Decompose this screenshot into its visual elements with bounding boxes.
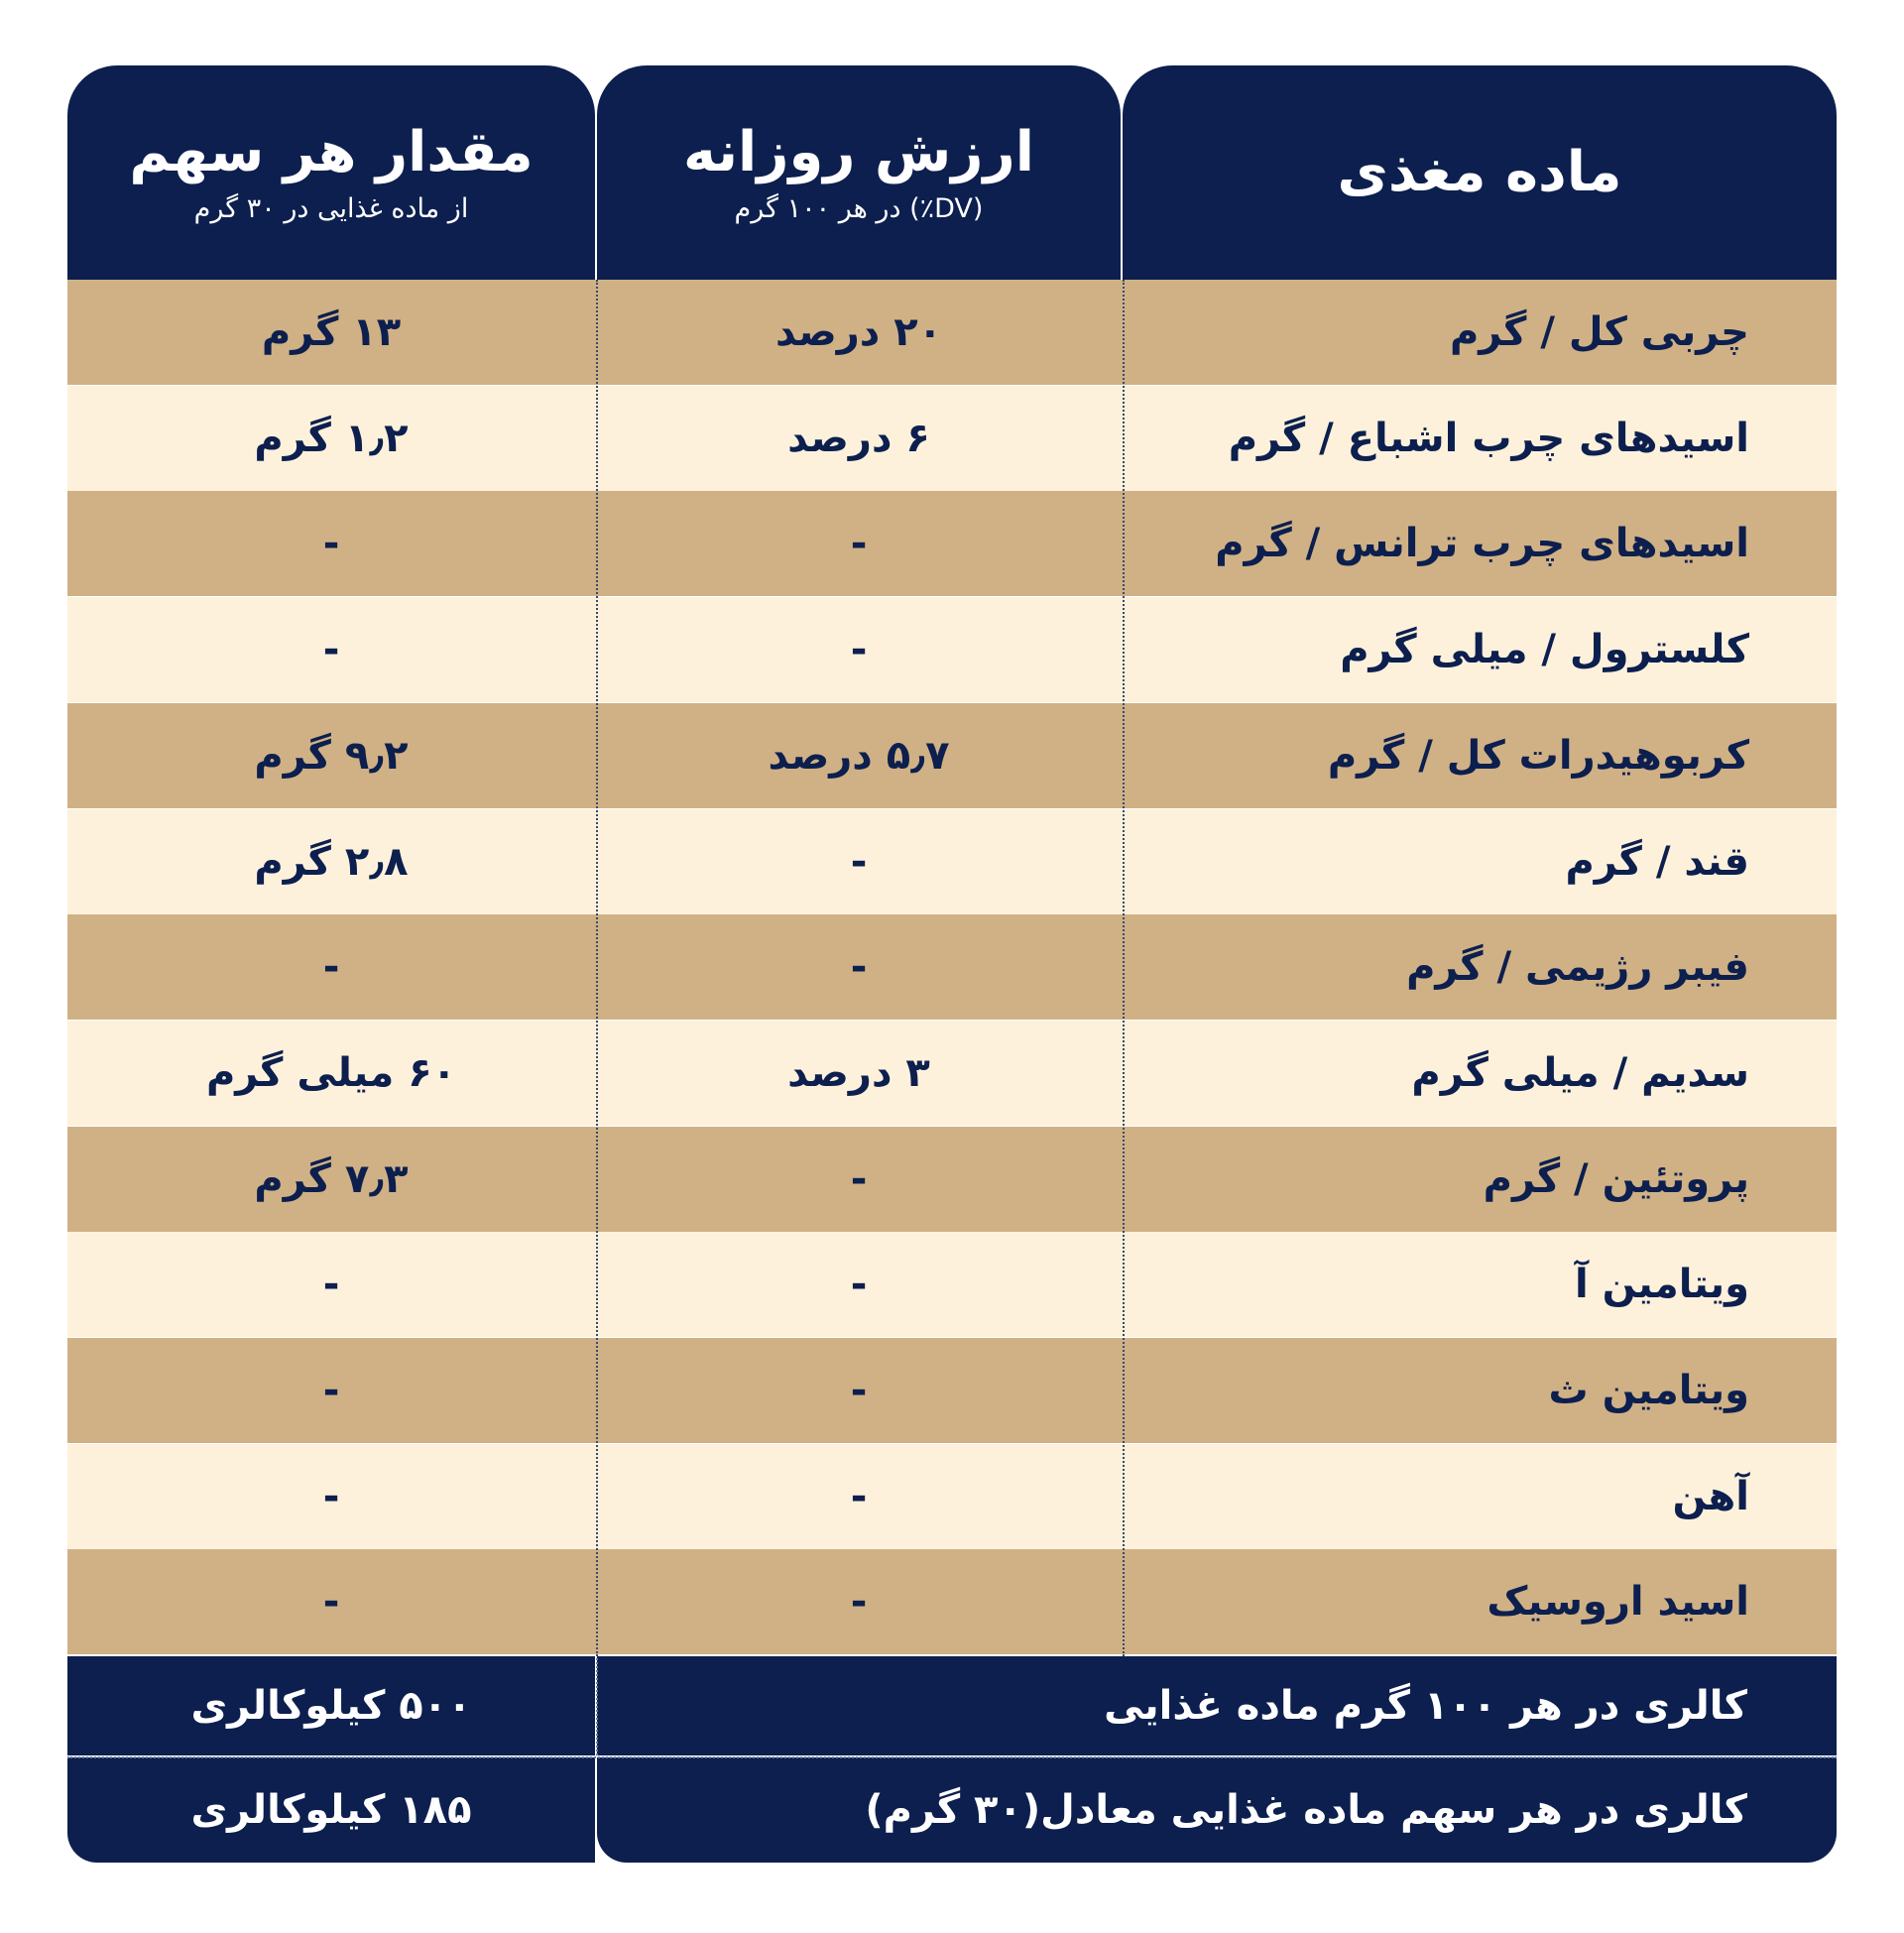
nutrient-name: کلسترول / میلی گرم: [1340, 627, 1749, 673]
serving-amount-cell: -: [322, 1579, 340, 1626]
table-row: [67, 597, 1837, 702]
table-row: [67, 1338, 1837, 1443]
daily-value-cell: -: [850, 1262, 868, 1308]
header-daily-value-subtitle: (DV٪) در هر ۱۰۰ گرم: [734, 192, 984, 224]
table-row: [67, 809, 1837, 914]
header-serving-title: مقدار هر سهم: [129, 120, 534, 185]
footer-value-100g: ۵۰۰ کیلوکالری: [67, 1656, 595, 1755]
table-row: [67, 280, 1837, 385]
daily-value-cell: ۵٫۷ درصد: [768, 732, 950, 779]
column-divider: [596, 280, 598, 1656]
nutrient-name: ویتامین ث: [1548, 1368, 1749, 1413]
table-row: [67, 1232, 1837, 1337]
serving-amount-cell: -: [322, 944, 340, 991]
daily-value-cell: -: [850, 838, 868, 885]
nutrient-name: آهن: [1672, 1473, 1749, 1519]
nutrient-name: پروتئین / گرم: [1483, 1155, 1749, 1202]
daily-value-cell: ۳ درصد: [787, 1049, 930, 1096]
nutrient-name: اسیدهای چرب اشباع / گرم: [1228, 415, 1749, 461]
daily-value-cell: -: [850, 1579, 868, 1626]
daily-value-cell: -: [850, 521, 868, 567]
nutrient-name: فیبر رژیمی / گرم: [1406, 944, 1749, 991]
serving-amount-cell: ۹٫۲ گرم: [254, 732, 409, 779]
serving-amount-cell: -: [322, 627, 340, 673]
table-row: [67, 1444, 1837, 1549]
table-row: [67, 1127, 1837, 1232]
serving-amount-cell: -: [322, 1473, 340, 1519]
header-nutrient: [1123, 65, 1837, 280]
serving-amount-cell: ۶۰ میلی گرم: [205, 1049, 457, 1096]
serving-amount-cell: -: [322, 1368, 340, 1413]
nutrient-name: اسیدهای چرب ترانس / گرم: [1215, 521, 1749, 567]
header-daily-value: [597, 65, 1121, 280]
header-serving: [67, 65, 595, 280]
table-row: [67, 1021, 1837, 1126]
footer-label-serving: کالری در هر سهم ماده غذایی معادل(۳۰ گرم): [597, 1757, 1837, 1863]
footer-divider: [67, 1756, 1837, 1758]
nutrient-name: کربوهیدرات کل / گرم: [1327, 732, 1749, 779]
header-serving-subtitle: از ماده غذایی در ۳۰ گرم: [193, 192, 469, 224]
column-divider: [1123, 280, 1125, 1656]
table-row: [67, 386, 1837, 491]
serving-amount-cell: ۱٫۲ گرم: [254, 415, 409, 461]
nutrient-name: چربی کل / گرم: [1449, 309, 1749, 355]
table-row: [67, 703, 1837, 808]
serving-amount-cell: ۷٫۳ گرم: [254, 1155, 409, 1202]
serving-amount-cell: -: [322, 521, 340, 567]
daily-value-cell: ۶ درصد: [787, 415, 930, 461]
serving-amount-cell: ۲٫۸ گرم: [254, 838, 409, 885]
table-row: [67, 1549, 1837, 1654]
footer-label-100g: کالری در هر ۱۰۰ گرم ماده غذایی: [597, 1656, 1837, 1755]
serving-amount-cell: -: [322, 1262, 340, 1308]
header-nutrient-title: ماده مغذی: [1337, 139, 1622, 204]
daily-value-cell: ۲۰ درصد: [774, 309, 943, 355]
footer-column-divider: [596, 1658, 598, 1755]
footer-value-serving: ۱۸۵ کیلوکالری: [67, 1757, 595, 1863]
table-row: [67, 491, 1837, 596]
header-daily-value-title: ارزش روزانه: [683, 120, 1034, 185]
daily-value-cell: -: [850, 1473, 868, 1519]
serving-amount-cell: ۱۳ گرم: [261, 309, 402, 355]
table-row: [67, 914, 1837, 1020]
daily-value-cell: -: [850, 944, 868, 991]
daily-value-cell: -: [850, 1155, 868, 1202]
nutrient-name: اسید اروسیک: [1487, 1579, 1749, 1626]
daily-value-cell: -: [850, 1368, 868, 1413]
nutrient-name: ویتامین آ: [1575, 1262, 1749, 1308]
daily-value-cell: -: [850, 627, 868, 673]
nutrient-name: قند / گرم: [1565, 838, 1749, 885]
nutrient-name: سدیم / میلی گرم: [1411, 1049, 1749, 1096]
